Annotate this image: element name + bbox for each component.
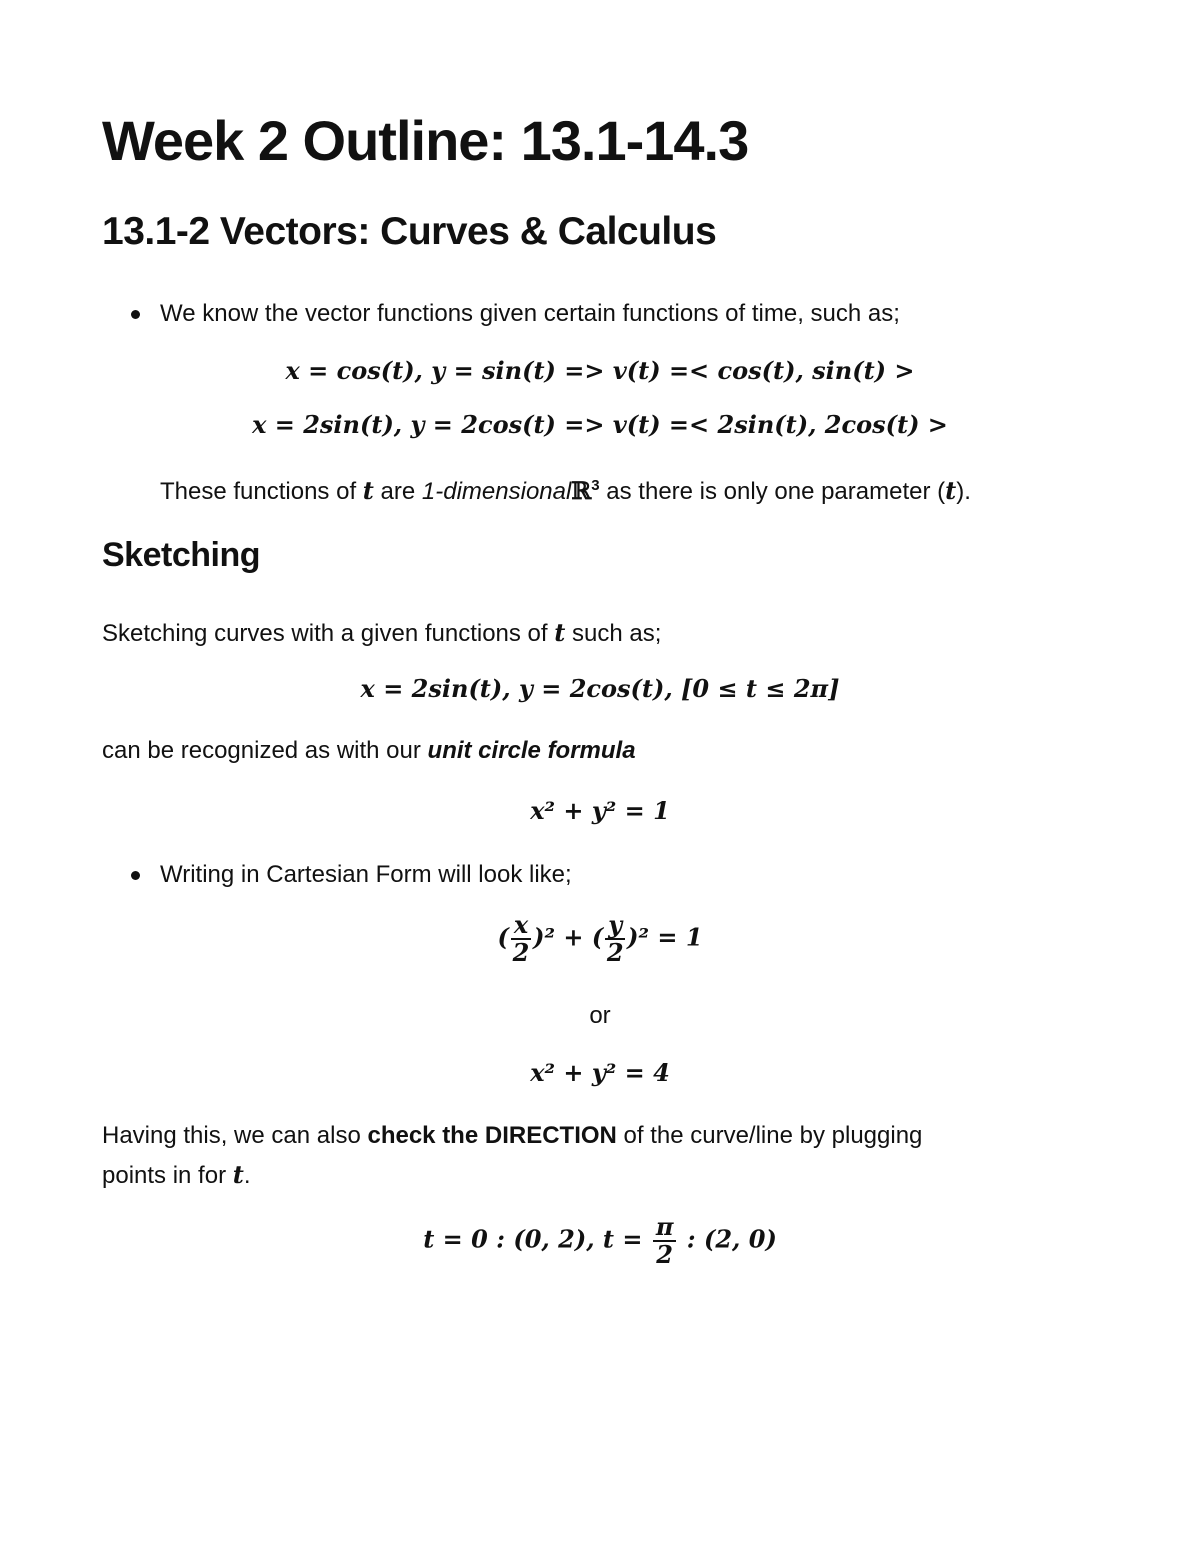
fraction-denominator: 2 xyxy=(606,938,624,967)
real-space-exponent: 3 xyxy=(591,477,600,494)
note-text: ). xyxy=(956,478,971,505)
fraction-numerator: x xyxy=(511,912,531,940)
paren: ( xyxy=(497,922,509,952)
unit-circle-emphasis: unit circle formula xyxy=(427,737,636,764)
sketching-text: Sketching curves with a given functions of xyxy=(102,620,555,647)
direction-text: of the curve/line by plugging xyxy=(616,1122,923,1149)
direction-points-left: t = 0 : (0, 2), t = xyxy=(423,1224,651,1254)
fraction-numerator: π xyxy=(653,1214,677,1242)
note-italic-dimensional: 1-dimensional xyxy=(421,478,572,505)
equation-unit-circle: x² + y² = 1 xyxy=(530,796,670,825)
paren-squared: )² xyxy=(627,922,650,952)
note-text: as there is only one parameter ( xyxy=(599,478,946,505)
dimension-note xyxy=(160,467,971,511)
unit-circle-sentence xyxy=(102,732,636,770)
note-text: are xyxy=(373,478,422,505)
fraction-pi-over-2 xyxy=(653,1214,677,1268)
fraction-y-over-2 xyxy=(605,912,625,966)
direction-sentence-line2 xyxy=(102,1156,251,1195)
equation-unit-circle-vector: x = cos(t), y = sin(t) => v(t) =< cos(t), sin(t) > xyxy=(285,356,915,385)
section-heading-sketching: Sketching xyxy=(102,536,260,574)
note-text: These functions of xyxy=(160,478,363,505)
sketching-text: such as; xyxy=(565,620,662,647)
paren-squared: )² xyxy=(533,922,555,952)
equation-radius-two-vector: x = 2sin(t), y = 2cos(t) => v(t) =< 2sin(t), 2cos(t) > xyxy=(252,410,948,439)
unit-circle-text: can be recognized as with our xyxy=(102,737,428,764)
equals-one: = 1 xyxy=(649,922,703,952)
note-variable-t: t xyxy=(362,476,374,505)
sketching-intro xyxy=(102,614,661,653)
bullet-dot xyxy=(131,871,140,880)
direction-sentence-line1 xyxy=(102,1117,922,1155)
page-title: Week 2 Outline: 13.1-14.3 xyxy=(102,109,749,172)
equation-circle-radius-two: x² + y² = 4 xyxy=(530,1058,670,1087)
section-heading-vectors: 13.1-2 Vectors: Curves & Calculus xyxy=(102,210,717,253)
or-separator: or xyxy=(589,1002,611,1029)
equation-direction-points xyxy=(0,1214,1200,1268)
equation-cartesian-fraction xyxy=(0,912,1200,966)
variable-t: t xyxy=(554,618,566,647)
direction-text: Having this, we can also xyxy=(102,1122,368,1149)
plus-paren: + ( xyxy=(555,922,604,952)
fraction-numerator: y xyxy=(605,912,625,940)
fraction-denominator: 2 xyxy=(656,1240,673,1269)
direction-text: . xyxy=(243,1162,251,1189)
note-variable-t: t xyxy=(945,476,957,505)
fraction-denominator: 2 xyxy=(512,938,530,967)
real-space-symbol: ℝ xyxy=(571,476,592,505)
fraction-x-over-2 xyxy=(511,912,531,966)
variable-t: t xyxy=(232,1160,244,1189)
bullet-vector-functions: We know the vector functions given certain functions of time, such as; xyxy=(160,300,900,327)
direction-text: points in for xyxy=(102,1162,233,1189)
equation-parametric-curve: x = 2sin(t), y = 2cos(t), [0 ≤ t ≤ 2π] xyxy=(360,674,840,703)
direction-emphasis: check the DIRECTION xyxy=(367,1122,617,1149)
bullet-cartesian-form: Writing in Cartesian Form will look like; xyxy=(160,861,572,888)
direction-points-right: : (2, 0) xyxy=(678,1224,777,1254)
bullet-dot xyxy=(131,310,140,319)
